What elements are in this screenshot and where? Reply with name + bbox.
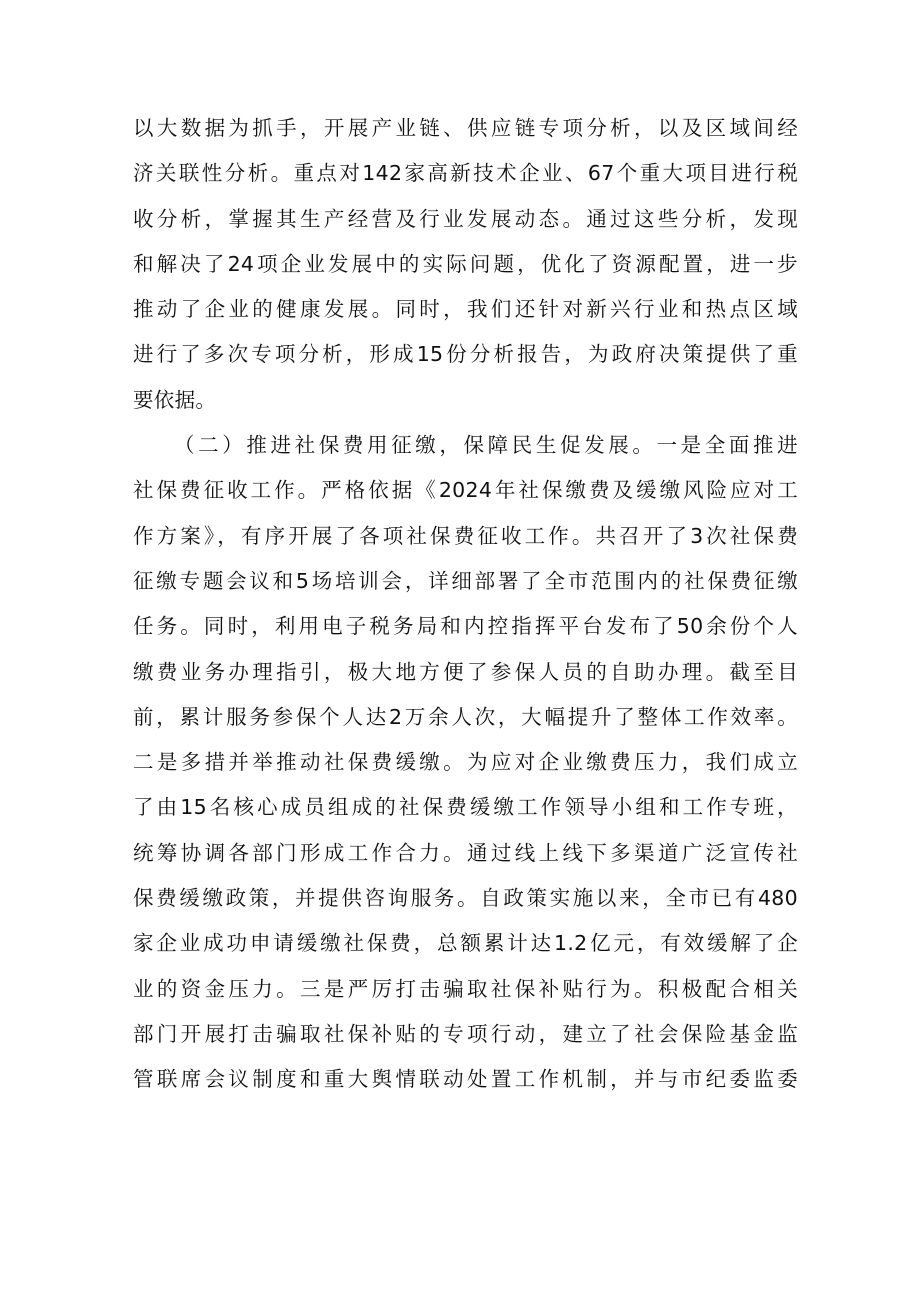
text-line: 缴费业务办理指引，极大地方便了参保人员的自助办理。截至目 — [133, 659, 798, 684]
text-line: 济关联性分析。重点对142家高新技术企业、67个重大项目进行税 — [133, 161, 798, 186]
body-text — [133, 106, 798, 1103]
text-line: 业的资金压力。三是严厉打击骗取社保补贴行为。积极配合相关 — [133, 976, 798, 1001]
text-line: 管联席会议制度和重大舆情联动处置工作机制，并与市纪委监委 — [133, 1067, 798, 1092]
text-line: 征缴专题会议和5场培训会，详细部署了全市范围内的社保费征缴 — [133, 568, 798, 593]
text-line: 和解决了24项企业发展中的实际问题，优化了资源配置，进一步 — [133, 251, 798, 276]
text-line: 统筹协调各部门形成工作合力。通过线上线下多渠道广泛宣传社 — [133, 840, 798, 865]
text-line: 任务。同时，利用电子税务局和内控指挥平台发布了50余份个人 — [133, 614, 798, 639]
text-line: 了由15名核心成员组成的社保费缓缴工作领导小组和工作专班， — [133, 795, 798, 820]
text-line: 部门开展打击骗取社保补贴的专项行动，建立了社会保险基金监 — [133, 1021, 798, 1046]
text-line: 保费缓缴政策，并提供咨询服务。自政策实施以来，全市已有480 — [133, 886, 798, 911]
text-line: 以大数据为抓手，开展产业链、供应链专项分析，以及区域间经 — [133, 116, 798, 140]
text-line: 二是多措并举推动社保费缓缴。为应对企业缴费压力，我们成立 — [133, 750, 798, 775]
text-line: 作方案》，有序开展了各项社保费征收工作。共召开了3次社保费 — [133, 523, 798, 548]
text-line: 推动了企业的健康发展。同时，我们还针对新兴行业和热点区域 — [133, 297, 798, 322]
section-heading-line: （二）推进社保费用征缴，保障民生促发展。一是全面推进 — [174, 433, 798, 458]
text-line: 收分析，掌握其生产经营及行业发展动态。通过这些分析，发现 — [133, 206, 798, 231]
text-line: 进行了多次专项分析，形成15份分析报告，为政府决策提供了重 — [133, 342, 798, 367]
text-line: 家企业成功申请缓缴社保费，总额累计达1.2亿元，有效缓解了企 — [133, 931, 798, 956]
text-line: 前，累计服务参保个人达2万余人次，大幅提升了整体工作效率。 — [133, 704, 798, 729]
text-line: 要依据。 — [133, 387, 217, 412]
text-line: 社保费征收工作。严格依据《2024年社保缴费及缓缴风险应对工 — [133, 478, 798, 503]
